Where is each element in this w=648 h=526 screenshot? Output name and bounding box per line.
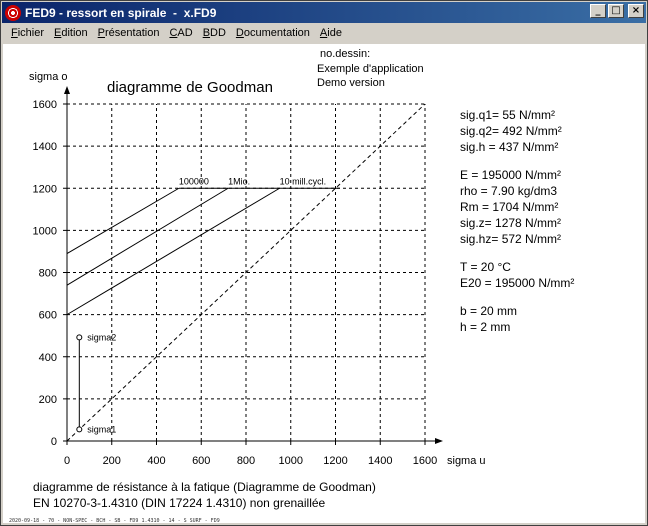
dimension-value: b = 20 mm — [460, 304, 518, 318]
menu-label: ocumentation — [243, 27, 310, 39]
menu-mnemonic: C — [169, 27, 178, 39]
goodman-chart — [3, 44, 645, 523]
menu-label: DD — [210, 27, 226, 39]
y-tick-label: 1600 — [32, 99, 57, 111]
maximize-icon[interactable]: □ — [608, 4, 624, 18]
y-tick-label: 200 — [38, 393, 57, 406]
y-tick-label: 1200 — [32, 183, 57, 196]
temperature-value: E20 = 195000 N/mm² — [460, 276, 575, 290]
window-controls — [590, 4, 644, 18]
drawing-line2: Demo version — [317, 77, 385, 89]
x-axis-arrow — [435, 438, 443, 444]
menu-mnemonic: E — [54, 27, 62, 39]
x-axis-label: sigma u — [447, 455, 486, 467]
menu-cad[interactable] — [164, 27, 197, 39]
menu-mnemonic: F — [11, 27, 18, 39]
fatigue-line — [67, 188, 280, 314]
menu-edition[interactable] — [49, 27, 93, 39]
x-tick-label: 400 — [147, 455, 166, 467]
menu-fichier[interactable] — [6, 27, 49, 39]
stress-value: sig.q2= 492 N/mm² — [460, 124, 562, 138]
load-point-label: sigma1 — [87, 424, 117, 435]
menu-aide[interactable] — [315, 27, 347, 39]
load-point-label: sigma2 — [87, 332, 117, 343]
y-tick-label: 1000 — [32, 225, 57, 238]
y-tick-label: 400 — [38, 351, 57, 364]
load-point — [77, 335, 82, 340]
material-value: sig.hz= 572 N/mm² — [460, 232, 562, 246]
load-point — [77, 427, 82, 432]
footer-line1: diagramme de résistance à la fatique (Diagramme de Goodman) — [33, 480, 376, 494]
fatigue-line — [67, 188, 179, 253]
dimension-value: h = 2 mm — [460, 320, 511, 334]
x-tick-label: 800 — [236, 455, 256, 467]
close-icon[interactable]: × — [628, 4, 644, 18]
menu-label: dition — [61, 27, 88, 39]
x-tick-label: 600 — [192, 455, 211, 467]
footer-strip: 2020-09-18 - 70 - NON-SPEC - BCH - SB - FD9 1.4310 - 14 - S SURF - FD9 — [9, 518, 220, 524]
menu-label: ide — [327, 27, 342, 39]
menu-label: résentation — [105, 27, 160, 39]
x-tick-label: 1600 — [412, 455, 438, 467]
menu-bar — [2, 23, 646, 43]
title-bar[interactable] — [2, 2, 646, 23]
footer-line2: EN 10270-3-1.4310 (DIN 17224 1.4310) non grenaillée — [33, 496, 326, 510]
y-tick-label: 800 — [38, 267, 57, 280]
series-label: 1Mio. — [228, 176, 251, 187]
spiral-spring-icon[interactable] — [5, 5, 21, 21]
x-tick-label: 1000 — [278, 455, 303, 467]
material-value: rho = 7.90 kg/dm3 — [460, 184, 558, 198]
series-label: 10 mill.cycl. — [279, 176, 327, 187]
y-tick-label: 600 — [38, 309, 57, 322]
menu-mnemonic: D — [235, 27, 244, 39]
y-tick-label: 0 — [50, 436, 57, 448]
x-tick-label: 1200 — [323, 455, 348, 467]
x-tick-label: 1400 — [368, 455, 393, 467]
x-tick-label: 0 — [63, 455, 71, 467]
x-tick-label: 200 — [102, 455, 121, 467]
material-value: E = 195000 N/mm² — [460, 168, 562, 182]
window-title: FED9 - ressort en spirale - x.FD9 — [25, 5, 217, 20]
menu-mnemonic: A — [319, 27, 328, 39]
fatigue-line — [67, 188, 228, 285]
stress-value: sig.q1= 55 N/mm² — [460, 108, 556, 122]
y-axis-label: sigma o — [29, 71, 68, 83]
y-axis-arrow — [64, 86, 70, 94]
drawing-canvas — [3, 44, 645, 523]
minimize-icon[interactable]: _ — [590, 4, 606, 18]
menu-presentation[interactable] — [93, 27, 165, 39]
material-value: sig.z= 1278 N/mm² — [460, 216, 562, 230]
drawing-line1: Exemple d'application — [317, 63, 424, 75]
material-value: Rm = 1704 N/mm² — [460, 200, 559, 214]
drawing-number-label: no.dessin: — [320, 48, 371, 60]
menu-mnemonic: P — [97, 27, 106, 39]
series-label: 100000 — [178, 176, 209, 187]
menu-mnemonic: B — [202, 27, 211, 39]
menu-bdd[interactable] — [198, 27, 231, 39]
menu-documentation[interactable] — [231, 27, 315, 39]
y-tick-label: 1400 — [32, 141, 57, 154]
temperature-value: T = 20 °C — [460, 260, 511, 274]
chart-title: diagramme de Goodman — [107, 79, 273, 96]
menu-label: AD — [177, 27, 193, 39]
stress-value: sig.h = 437 N/mm² — [460, 140, 559, 154]
menu-label: ichier — [17, 27, 45, 39]
